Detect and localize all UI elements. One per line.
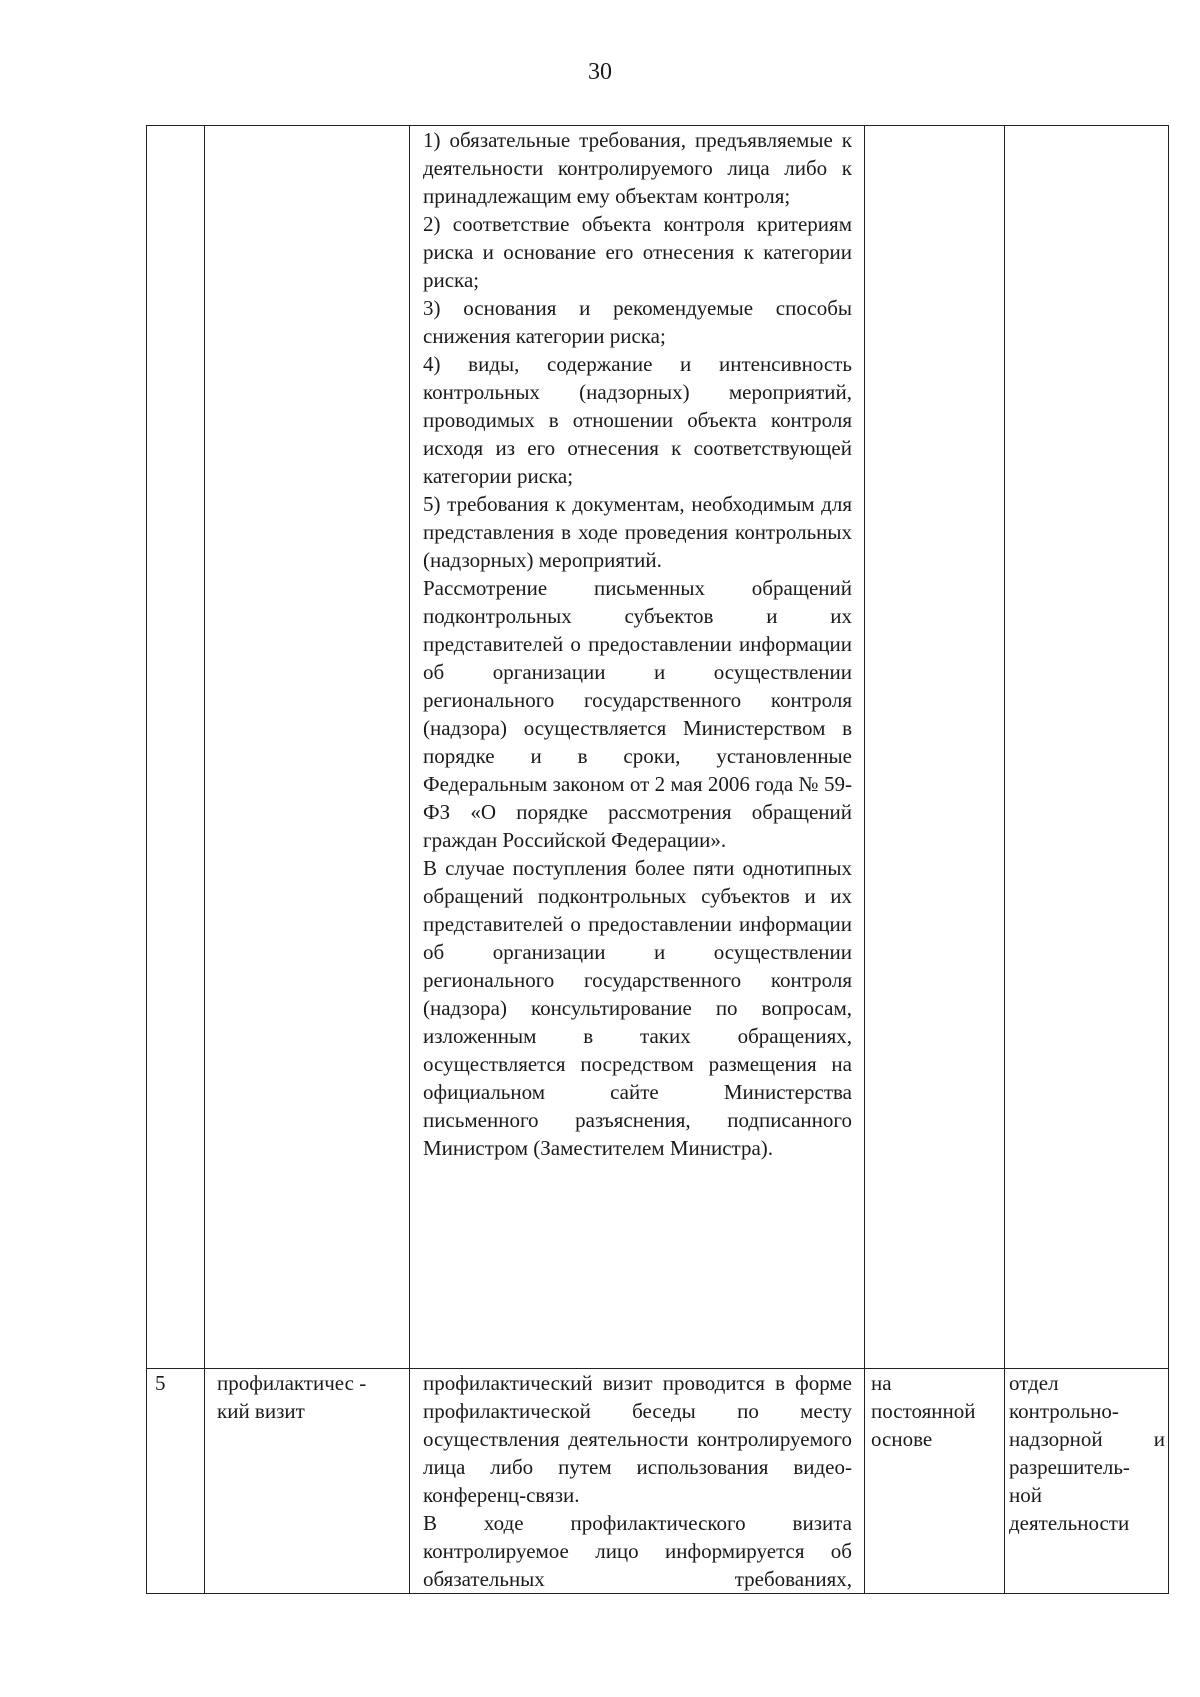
row-number-cell: 5 — [147, 1369, 205, 1594]
table-row — [147, 126, 1169, 1369]
description-paragraph: 1) обязательные требования, предъявляемые к деятельности контролируемого лица либо к принадлежащим ему объектам контроля; — [423, 128, 852, 208]
responsible-cell — [1005, 126, 1169, 1369]
page-number: 30 — [588, 59, 612, 85]
responsible-line: контрольно- — [1009, 1399, 1119, 1423]
measure-description-cell — [410, 1369, 865, 1594]
period-cell — [865, 1369, 1005, 1594]
responsible-line: разрешитель- — [1009, 1455, 1130, 1479]
row-number-cell — [147, 126, 205, 1369]
measure-name-cell — [205, 126, 410, 1369]
description-paragraph: профилактический визит проводится в форме профилактической беседы по месту осуществления деятельности контролируемого лица либо путем использования видео-конференц-связи. — [423, 1371, 852, 1507]
description-paragraph: 3) основания и рекомендуемые способы снижения категории риска; — [423, 296, 852, 348]
description-paragraph: В ходе профилактического визита контролируемое лицо информируется об обязательных требованиях, — [423, 1511, 852, 1591]
description-paragraph: 2) соответствие объекта контроля критериям риска и основание его отнесения к категории риска; — [423, 212, 852, 292]
measures-table — [146, 125, 1169, 1594]
responsible-cell — [1005, 1369, 1169, 1594]
responsible-line: отдел — [1009, 1371, 1059, 1395]
period-line: постоянной — [871, 1399, 976, 1423]
responsible-line: надзорной и — [1009, 1427, 1165, 1451]
period-line: на — [871, 1371, 892, 1395]
description-paragraph: Рассмотрение письменных обращений подконтрольных субъектов и их представителей о предоставлении информации об организации и осуществлении регионального государственного контроля (надзора) осуществляется Министерством в порядке и в сроки, установленные Федеральным законом от 2 мая 2006 года № 59-ФЗ «О порядке рассмотрения обращений граждан Российской Федерации». — [423, 576, 852, 852]
description-paragraph: В случае поступления более пяти однотипных обращений подконтрольных субъектов и их представителей о предоставлении информации об организации и осуществлении регионального государственного контроля (надзора) консультирование по вопросам, изложенным в таких обращениях, осуществляется посредством размещения на официальном сайте Министерства письменного разъяснения, подписанного Министром (Заместителем Министра). — [423, 856, 852, 1160]
description-paragraph: 4) виды, содержание и интенсивность контрольных (надзорных) мероприятий, проводимых в отношении объекта контроля исходя из его отнесения к соответствующей категории риска; — [423, 352, 852, 488]
period-cell — [865, 126, 1005, 1369]
measure-name-cell — [205, 1369, 410, 1594]
measure-name-line: профилактичес - — [217, 1371, 367, 1395]
responsible-line: деятельности — [1009, 1511, 1130, 1535]
description-paragraph: 5) требования к документам, необходимым для представления в ходе проведения контрольных (надзорных) мероприятий. — [423, 492, 852, 572]
period-line: основе — [871, 1427, 933, 1451]
responsible-line: ной — [1009, 1483, 1042, 1507]
table-row — [147, 1369, 1169, 1594]
measure-description-cell — [410, 126, 865, 1369]
measure-name-line: кий визит — [217, 1399, 305, 1423]
